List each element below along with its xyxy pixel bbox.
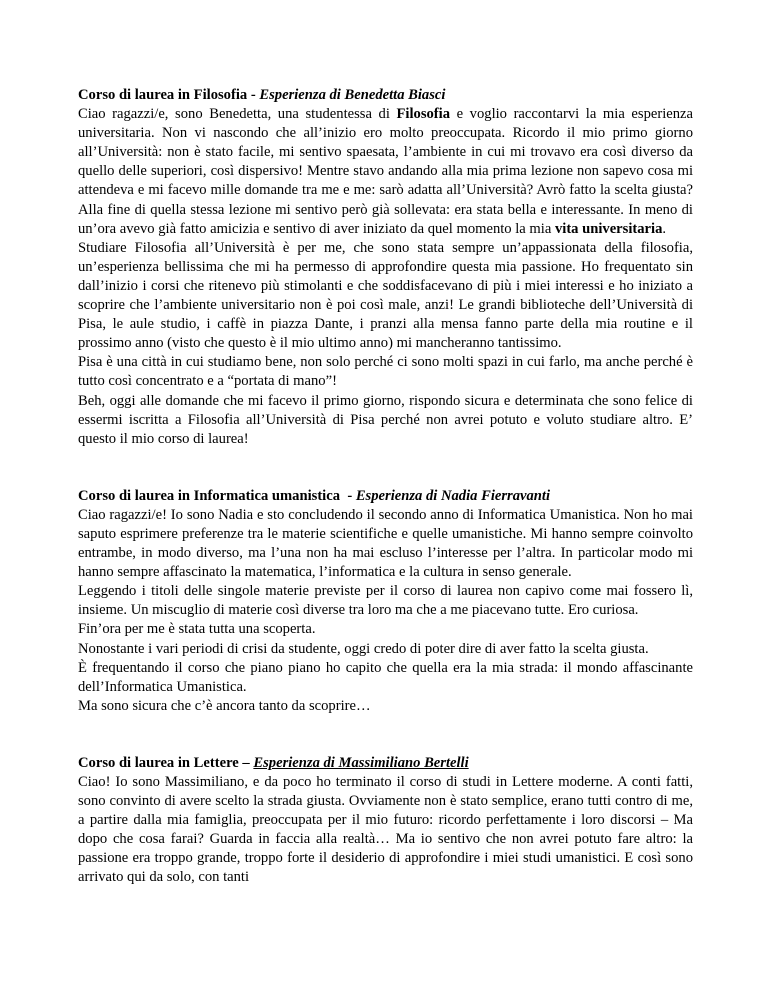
course-title: Corso di laurea in Filosofia [78, 87, 248, 103]
experience-author: Esperienza di Benedetta Biasci [259, 87, 446, 103]
course-title: Corso di laurea in Informatica umanistica [78, 487, 341, 504]
paragraph-text: Ciao ragazzi/e, sono Benedetta, una studentessa di [78, 106, 397, 123]
section-heading [78, 86, 693, 105]
paragraph-text: . [662, 220, 667, 237]
heading-separator: – [238, 754, 254, 771]
paragraph: Nonostante i vari periodi di crisi da studente, oggi credo di poter dire di aver fatto la scelta giusta. [78, 640, 649, 657]
section-heading [78, 754, 693, 773]
paragraph: Studiare Filosofia all’Università è per me, che sono stata sempre un’appassionata della filosofia, un’esperienza bellissima che mi ha permesso di approfondire questa mia passione. Ho frequentato sin dall’inizio i corsi che ritenevo più stimolanti e che soddisfacevano di più i miei interessi e ho iniziato a scoprire che l’ambiente universitario non è poi così male, anzi! Le grandi biblioteche dell’Università di Pisa, le aule studio, i caffè in piazza Dante, i pranzi alla mensa fanno parte della mia routine e il prossimo anno (visto che questo è il mio ultimo anno) mi mancheranno tantissimo. [78, 239, 693, 352]
paragraph-text: e voglio raccontarvi la mia esperienza universitaria. Non vi nascondo che all’inizio ero molto preoccupata. Ricordo il mio primo giorno all’Università: non è stato facile, mi sentivo spaesata, l’ambiente in cui mi trovavo era così diverso da quello delle superiori, così dispersivo! Mentre stavo andando alla mia prima lezione non sapevo cosa mi attendeva e mi facevo mille domande tra me e me: sarò adatta all’Università? Avrò fatto la scelta giusta? Alla fine di quella stessa lezione mi sentivo però già sollevata: era stata bella e interessante. In meno di un’ora avevo già fatto amicizia e sentivo di aver iniziato da quel momento la mia [78, 106, 693, 237]
section-lettere [78, 754, 693, 888]
paragraph: Ma sono sicura che c’è ancora tanto da scoprire… [78, 697, 371, 714]
course-title: Corso di laurea in Lettere [78, 754, 239, 771]
paragraph: Pisa è una città in cui studiamo bene, non solo perché ci sono molti spazi in cui farlo, ma anche perché è tutto così concentrato e a “portata di mano”! [78, 354, 693, 390]
experience-author: Esperienza di Massimiliano Bertelli [253, 754, 469, 771]
document-page [78, 86, 693, 888]
paragraph: Ciao! Io sono Massimiliano, e da poco ho terminato il corso di studi in Lettere moderne. A conti fatti, sono convinto di avere scelto la strada giusta. Ovviamente non è stato semplice, erano tutti contro di me, a partire dalla mia famiglia, preoccupata per il mio futuro: ricordo perfettamente i loro discorsi – Ma dopo che cosa farai? Guarda in faccia alla realtà… Ma io sentivo che non avrei potuto fare altro: la passione era troppo grande, troppo forte il desiderio di approfondire i miei studi umanistici. E così sono arrivato qui da solo, con tanti [78, 774, 693, 886]
section-filosofia [78, 86, 693, 449]
heading-separator: - [247, 87, 260, 103]
paragraph: Ciao ragazzi/e! Io sono Nadia e sto concludendo il secondo anno di Informatica Umanistica. Non ho mai saputo esprimere preferenze tra le materie scientifiche e quelle umanistiche. Mi hanno sempre coinvolto entrambe, in modo diverso, ma l’una non ha mai escluso l’interesse per l’altra. In particolar modo mi hanno sempre affascinato la matematica, l’informatica e la cultura in senso generale. [78, 506, 693, 581]
bold-term: Filosofia [396, 106, 451, 123]
section-informatica-umanistica [78, 487, 693, 716]
paragraph: È frequentando il corso che piano piano ho capito che quella era la mia strada: il mondo affascinante dell’Informatica Umanistica. [78, 659, 693, 695]
section-heading [78, 487, 693, 506]
bold-term: vita universitaria [554, 220, 663, 237]
experience-author: Esperienza di Nadia Fierravanti [355, 487, 551, 504]
paragraph: Fin’ora per me è stata tutta una scoperta. [78, 621, 316, 638]
paragraph: Leggendo i titoli delle singole materie previste per il corso di laurea non capivo come mai fossero lì, insieme. Un miscuglio di materie così diverse tra loro ma che a me piacevano tutte. Ero curiosa. [78, 583, 693, 619]
paragraph [78, 105, 693, 239]
heading-separator: - [340, 487, 356, 504]
paragraph: Beh, oggi alle domande che mi facevo il primo giorno, rispondo sicura e determinata che sono felice di essermi iscritta a Filosofia all’Università di Pisa perché non avrei potuto e voluto studiare altro. E’ questo il mio corso di laurea! [78, 392, 693, 447]
